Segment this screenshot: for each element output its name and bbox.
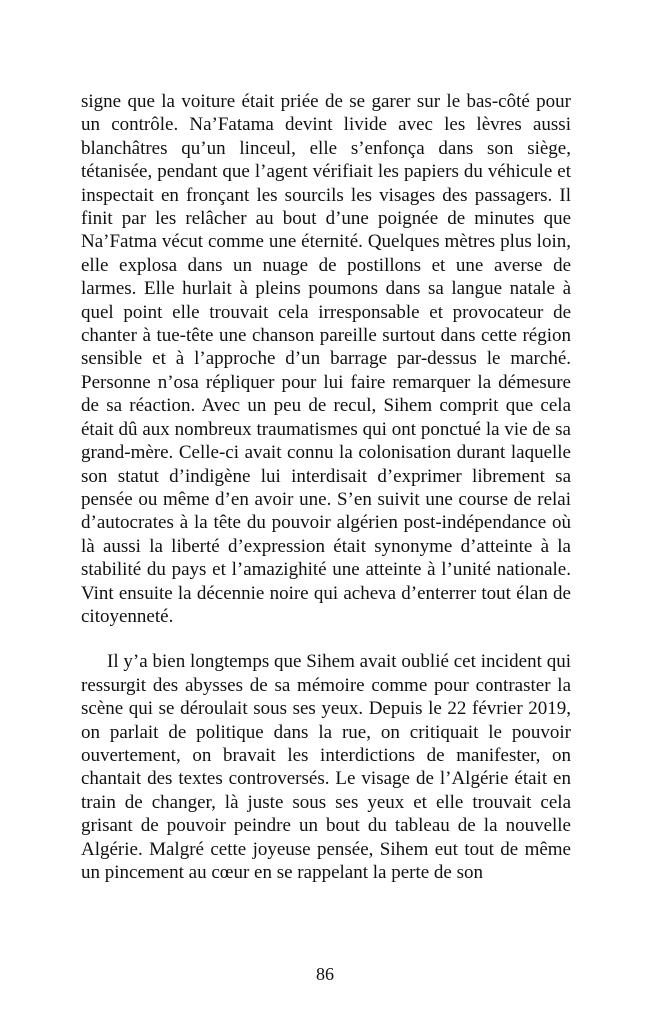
- page-number: 86: [316, 964, 334, 984]
- page-body: [81, 90, 571, 884]
- paragraph-2: Il y’a bien longtemps que Sihem avait oublié cet incident qui ressurgit des abysses de sa mémoire comme pour contraster la scène qui se déroulait sous ses yeux. Depuis le 22 février 2019, on parlait de politique dans la rue, on critiquait le pouvoir ouvertement, on bravait les interdictions de manifester, on chantait des textes controversés. Le visage de l’Algérie était en train de changer, là juste sous ses yeux et elle trouvait cela grisant de pouvoir peindre un bout du tableau de la nouvelle Algérie. Malgré cette joyeuse pensée, Sihem eut tout de même un pincement au cœur en se rappelant la perte de son: [81, 651, 571, 883]
- paragraph-1: signe que la voiture était priée de se garer sur le bas-côté pour un contrôle. Na’Fatama devint livide avec les lèvres aussi blanchâtres qu’un linceul, elle s’enfonça dans son siège, tétanisée, pendant que l’agent vérifiait les papiers du véhicule et inspectait en fronçant les sourcils les visages des passagers. Il finit par les relâcher au bout d’une poignée de minutes que Na’Fatma vécut comme une éternité. Quelques mètres plus loin, elle explosa dans un nuage de postillons et une averse de larmes. Elle hurlait à pleins poumons dans sa langue natale à quel point elle trouvait cela irresponsable et provocateur de chanter à tue-tête une chanson pareille surtout dans cette région sensible et à l’approche d’un barrage par-dessus le marché. Personne n’osa répliquer pour lui faire remarquer la démesure de sa réaction. Avec un peu de recul, Sihem comprit que cela était dû aux nombreux traumatismes qui ont ponctué la vie de sa grand-mère. Celle-ci avait connu la colonisation durant laquelle son statut d’indigène lui interdisait d’exprimer librement sa pensée ou même d’en avoir une. S’en suivit une course de relai d’autocrates à la tête du pouvoir algérien post-indépendance où là aussi la liberté d’expression était synonyme d’atteinte à la stabilité du pays et l’amazighité une atteinte à l’unité nationale. Vint ensuite la décennie noire qui acheva d’enterrer tout élan de citoyenneté.: [81, 91, 571, 627]
